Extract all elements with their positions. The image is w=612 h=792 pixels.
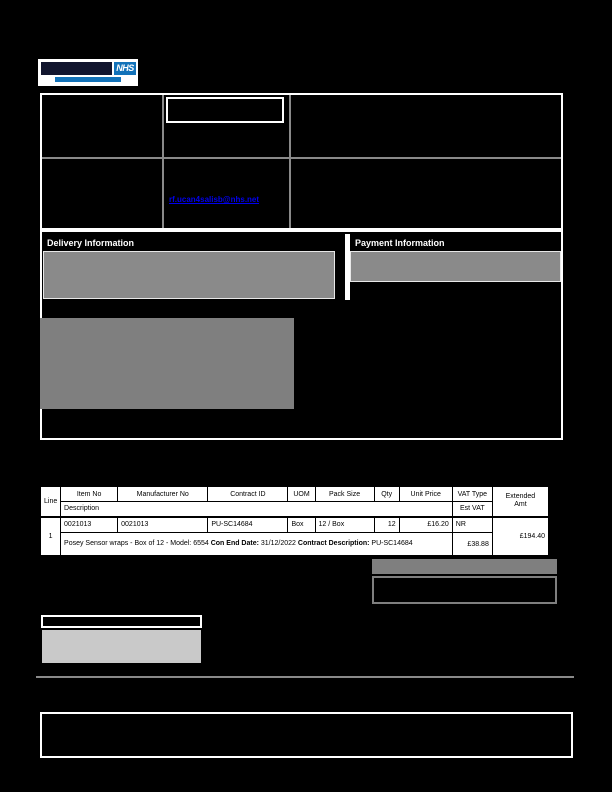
redacted-payment-cell xyxy=(500,267,560,281)
item-pack-size: 12 / Box xyxy=(315,517,374,533)
item-contract-description-label: Contract Description: xyxy=(297,540,370,548)
col-header-extended-amt xyxy=(492,487,548,517)
footer-divider xyxy=(36,676,574,678)
redacted-payment-cell xyxy=(500,252,560,266)
redacted-delivery-cell xyxy=(44,283,179,298)
item-con-end-date-label: Con End Date: xyxy=(210,540,259,548)
payment-information-table xyxy=(350,251,561,282)
redacted-header-cell xyxy=(42,159,162,228)
col-header-description: Description xyxy=(61,502,453,517)
footer-box-redacted xyxy=(40,712,573,758)
order-header-table xyxy=(40,93,563,230)
nhs-logo: NHS xyxy=(114,62,136,75)
line-items-table xyxy=(40,486,549,556)
contact-email-link[interactable]: rf.ucan4salisb@nhs.net xyxy=(169,195,260,204)
redacted-total-value xyxy=(520,561,555,572)
delivery-information-table xyxy=(43,251,335,299)
redacted-header-cell xyxy=(42,95,162,157)
col-header-contract-id: Contract ID xyxy=(208,487,288,502)
col-header-vat-type: VAT Type xyxy=(452,487,492,502)
redacted-note-cell xyxy=(42,320,90,356)
col-header-extended-amt-label: Extended Amt xyxy=(505,492,536,509)
redacted-summary-cell xyxy=(44,648,66,662)
redacted-payment-cell xyxy=(351,267,499,281)
redacted-note-cell xyxy=(92,320,292,356)
order-total-box-redacted xyxy=(372,576,557,604)
item-qty: 12 xyxy=(374,517,399,533)
item-description xyxy=(61,533,453,556)
col-header-est-vat: Est VAT xyxy=(452,502,492,517)
redacted-delivery-cell xyxy=(180,252,334,267)
summary-table-header-redacted xyxy=(41,615,202,628)
redacted-note-cell xyxy=(42,358,90,407)
item-uom: Box xyxy=(288,517,315,533)
redacted-delivery-cell xyxy=(180,283,334,298)
item-contract-description-value: PU-SC14684 xyxy=(369,540,413,548)
item-unit-price: £16.20 xyxy=(399,517,452,533)
summary-table-redacted xyxy=(42,630,201,663)
item-con-end-date-value: 31/12/2022 xyxy=(258,540,298,548)
delivery-notes-table xyxy=(40,318,294,409)
col-header-line: Line xyxy=(41,487,61,517)
col-header-manufacturer-no: Manufacturer No xyxy=(118,487,208,502)
redacted-header-cell xyxy=(291,159,561,228)
col-header-unit-price: Unit Price xyxy=(399,487,452,502)
order-subtotal-row-redacted xyxy=(372,559,557,574)
redacted-delivery-cell xyxy=(44,252,179,267)
redacted-summary-cell xyxy=(68,632,136,646)
org-name-redacted xyxy=(41,62,112,75)
redacted-delivery-cell xyxy=(44,268,179,283)
item-description-text: Posey Sensor wraps - Box of 12 - Model: 6554 xyxy=(64,540,211,548)
org-subtitle-redacted xyxy=(55,77,121,82)
payment-information-title: Payment Information xyxy=(355,238,445,248)
col-header-uom: UOM xyxy=(288,487,315,502)
item-row-values xyxy=(41,517,549,533)
redacted-summary-cell xyxy=(138,632,199,646)
delivery-information-title: Delivery Information xyxy=(47,238,135,248)
item-est-vat: £38.88 xyxy=(452,533,492,556)
redacted-header-cell xyxy=(164,159,289,228)
redacted-summary-cell xyxy=(44,632,66,646)
redacted-delivery-cell xyxy=(180,268,334,283)
redacted-header-cell xyxy=(291,95,561,157)
col-header-pack-size: Pack Size xyxy=(315,487,374,502)
order-number-box-redacted xyxy=(166,97,284,123)
item-manufacturer-no: 0021013 xyxy=(118,517,208,533)
item-vat-type: NR xyxy=(452,517,492,533)
item-line-no: 1 xyxy=(41,517,61,556)
item-row-description xyxy=(41,533,549,556)
item-contract-id: PU-SC14684 xyxy=(208,517,288,533)
nhs-org-logo xyxy=(38,59,138,86)
item-extended-amt: £194.40 xyxy=(492,517,548,556)
redacted-note-cell xyxy=(92,358,292,407)
item-no: 0021013 xyxy=(61,517,118,533)
redacted-summary-cell xyxy=(138,648,199,662)
redacted-summary-cell xyxy=(68,648,136,662)
col-header-qty: Qty xyxy=(374,487,399,502)
redacted-header-cell xyxy=(164,95,289,157)
col-header-item-no: Item No xyxy=(61,487,118,502)
delivery-payment-section xyxy=(40,230,563,440)
redacted-payment-cell xyxy=(351,252,499,266)
redacted-total-label xyxy=(374,561,518,572)
